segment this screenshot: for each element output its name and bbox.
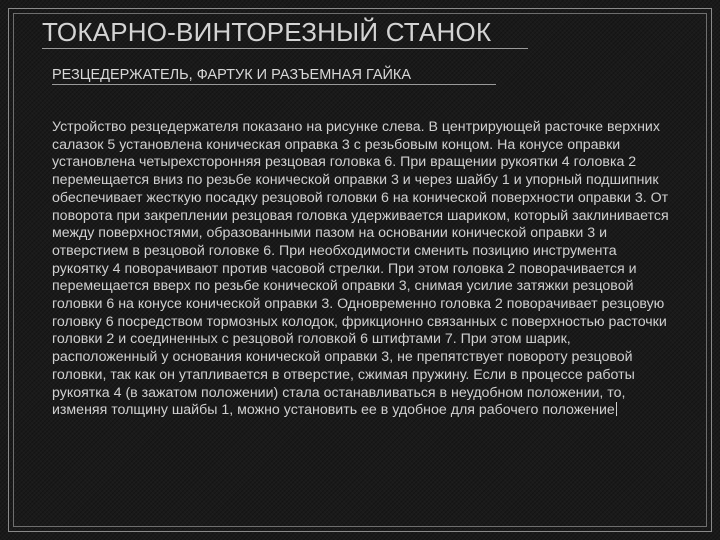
slide-body-text [52,119,672,420]
subtitle-underline [52,84,496,85]
body-paragraph: Устройство резцедержателя показано на рисунке слева. В центрирующей расточке верхних салазок 5 установлена коническая оправка 3 с резьбовым концом. На конусе оправки установлена четырехсторонняя резцовая головка 6. При вращении рукоятки 4 головка 2 перемещается вниз по резьбе конической оправки 3 и через шайбу 1 и упорный подшипник обеспечивает жесткую посадку резцовой головки 6 на конической поверхности оправки 3. От поворота при закреплении резцовая головка удерживается шариком, который заклинивается между поверхностями, образованными пазом на основании конической оправки 3 и отверстием в резцовой головке 6. При необходимости сменить позицию инструмента рукоятку 4 поворачивают против часовой стрелки. При этом головка 2 поворачивается и перемещается вверх по резьбе конической оправки 3, снимая усилие затяжки резцовой головки 6 на конусе конической оправки 3. Одновременно головка 2 поворачивает резцовую головку 6 посредством тормозных колодок, фрикционно связанных с поверхностью расточки головки 2 и соединенных с резцовой головкой 6 штифтами 7. При этом шарик, расположенный у основания конической оправки 3, не препятствует повороту резцовой головки, так как он утапливается в отверстие, сжимая пружину. Если в процессе работы рукоятка 4 (в зажатом положении) стала останавливаться в неудобном положении, то, изменяя толщину шайбы 1, можно установить ее в удобное для рабочего положение [52,119,669,419]
title-underline [42,48,528,49]
slide-subtitle: РЕЗЦЕДЕРЖАТЕЛЬ, ФАРТУК И РАЗЪЕМНАЯ ГАЙКА [52,67,412,83]
slide-title: ТОКАРНО-ВИНТОРЕЗНЫЙ СТАНОК [42,17,492,47]
text-cursor [616,402,617,416]
